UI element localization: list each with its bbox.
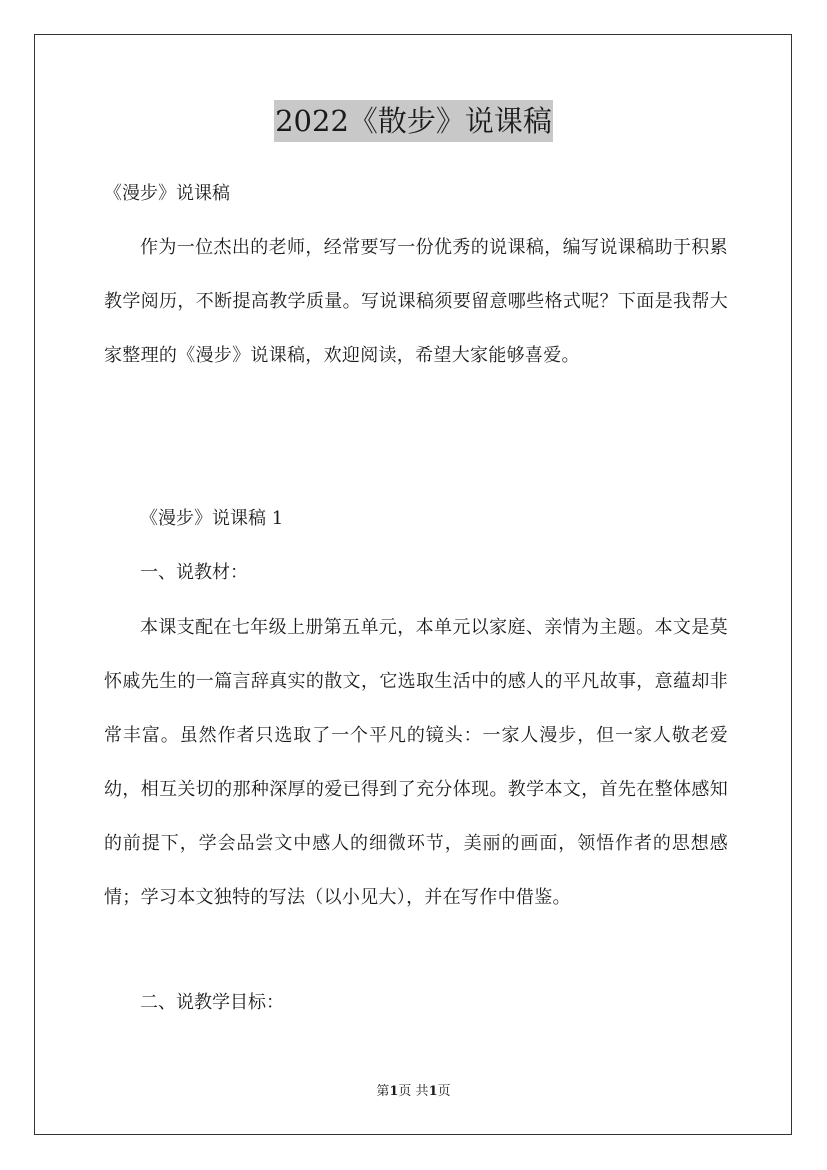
footer-page-suffix: 页 <box>437 1084 451 1099</box>
part-one-heading: 一、说教材： <box>140 562 248 583</box>
footer-page-mid: 页 共 <box>398 1084 429 1099</box>
section-heading: 《漫步》说课稿 1 <box>140 508 284 529</box>
footer-page-number: 1 <box>389 1084 399 1099</box>
title-container <box>0 100 827 142</box>
footer-page-prefix: 第 <box>376 1084 390 1099</box>
document-title: 2022《散步》说课稿 <box>274 100 553 142</box>
page-footer <box>0 1082 827 1102</box>
document-subtitle: 《漫步》说课稿 <box>104 183 230 204</box>
footer-total-pages: 1 <box>428 1084 438 1099</box>
intro-paragraph: 作为一位杰出的老师，经常要写一份优秀的说课稿，编写说课稿助于积累教学阅历，不断提高教学质量。写说课稿须要留意哪些格式呢？下面是我帮大家整理的《漫步》说课稿，欢迎阅读，希望大家能够喜爱。 <box>104 237 728 366</box>
part-two-heading: 二、说教学目标： <box>140 992 284 1013</box>
part-one-body: 本课支配在七年级上册第五单元，本单元以家庭、亲情为主题。本文是莫怀戚先生的一篇言辞真实的散文，它选取生活中的感人的平凡故事，意蕴却非常丰富。虽然作者只选取了一个平凡的镜头：一家人漫步，但一家人敬老爱幼，相互关切的那种深厚的爱已得到了充分体现。教学本文，首先在整体感知的前提下，学会品尝文中感人的细微环节，美丽的画面，领悟作者的思想感情；学习本文独特的写法（以小见大），并在写作中借鉴。 <box>104 617 728 908</box>
